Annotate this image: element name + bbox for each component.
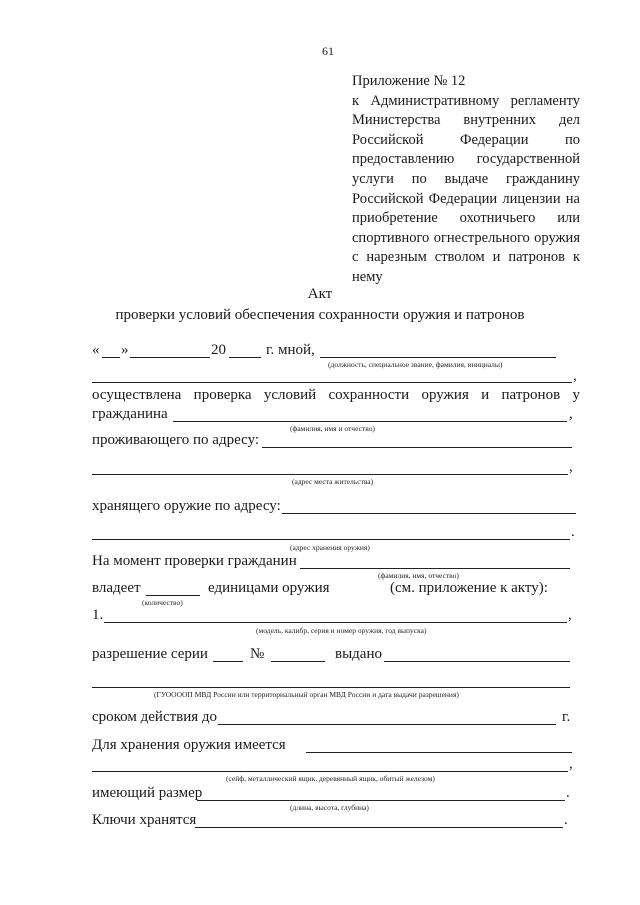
- year-prefix: 20: [211, 342, 226, 358]
- item-number: 1.: [92, 607, 104, 623]
- comma: ,: [569, 406, 573, 422]
- residence-field[interactable]: [262, 447, 572, 448]
- size-field[interactable]: [197, 800, 565, 801]
- storage-label: хранящего оружие по адресу:: [92, 498, 281, 514]
- quantity-field[interactable]: [146, 595, 200, 596]
- moment-name-caption: (фамилия, имя, отчество): [378, 571, 459, 580]
- by-me-label: г. мной,: [266, 342, 315, 358]
- safe-caption: (сейф, металлический ящик, деревянный ящик, обитый железом): [226, 774, 435, 783]
- issuer-caption: (ГУООООП МВД России или территориальный орган МВД России и дата выдачи разрешения): [154, 690, 459, 699]
- date-day-field[interactable]: [102, 357, 120, 358]
- permit-series-label: разрешение серии: [92, 646, 208, 662]
- residence-label: проживающего по адресу:: [92, 432, 260, 448]
- check-statement: осуществлена проверка условий сохранности оружия и патронов у: [92, 387, 580, 403]
- comma: ,: [569, 756, 573, 772]
- residence-field-continued[interactable]: [92, 474, 568, 475]
- issued-by-field[interactable]: [384, 661, 570, 662]
- quantity-caption: (количество): [142, 598, 183, 607]
- citizen-label: гражданина: [92, 406, 168, 422]
- storage-caption: (адрес хранения оружия): [290, 543, 370, 552]
- page-number: 61: [322, 44, 334, 58]
- storage-field-continued[interactable]: [92, 539, 570, 540]
- appendix-text: к Административному регламенту Министерства внутренних дел Российской Федерации по предоставлению государственной услуги по выдаче гражданину Российской Федерации лицензии на приобретение охотничьего или спортивного огнестрельного оружия с нарезным стволом и патронов к нему: [352, 92, 580, 285]
- period: .: [571, 524, 575, 540]
- official-field[interactable]: [320, 357, 556, 358]
- weapon-model-caption: (модель, калибр, серия и номер оружия, год выпуска): [256, 626, 427, 635]
- period: .: [566, 785, 570, 801]
- comma: ,: [568, 607, 572, 623]
- issuer-field[interactable]: [92, 687, 570, 688]
- official-field-continued[interactable]: [92, 382, 572, 383]
- units-label: единицами оружия: [208, 580, 330, 596]
- owns-label: владеет: [92, 580, 141, 596]
- comma: ,: [573, 368, 577, 384]
- dimensions-caption: (длина, высота, глубина): [290, 803, 369, 812]
- storage-means-field[interactable]: [306, 752, 572, 753]
- act-subtitle: проверки условий обеспечения сохранности оружия и патронов: [115, 307, 525, 323]
- appendix-title: Приложение № 12: [352, 73, 466, 89]
- valid-until-field[interactable]: [218, 724, 556, 725]
- keys-field[interactable]: [195, 827, 563, 828]
- official-caption: (должность, специальное звание, фамилия, инициалы): [328, 360, 503, 369]
- moment-name-field[interactable]: [300, 568, 570, 569]
- moment-label: На момент проверки гражданин: [92, 553, 297, 569]
- date-open-quote: «: [92, 342, 100, 358]
- permit-series-field[interactable]: [213, 661, 243, 662]
- see-appendix-label: (см. приложение к акту):: [390, 580, 548, 596]
- size-label: имеющий размер: [92, 785, 203, 801]
- period: .: [564, 812, 568, 828]
- storage-means-field-continued[interactable]: [92, 771, 568, 772]
- year-suffix: г.: [562, 709, 571, 725]
- date-close-quote: »: [121, 342, 129, 358]
- weapon-model-field[interactable]: [104, 622, 567, 623]
- number-sign: №: [250, 646, 265, 662]
- keys-label: Ключи хранятся: [92, 812, 197, 828]
- residence-caption: (адрес места жительства): [292, 477, 374, 486]
- permit-number-field[interactable]: [271, 661, 325, 662]
- citizen-name-caption: (фамилия, имя и отчество): [290, 424, 375, 433]
- act-title: Акт: [307, 286, 333, 302]
- issued-label: выдано: [335, 646, 382, 662]
- comma: ,: [569, 459, 573, 475]
- appendix-block: [352, 72, 580, 288]
- date-year-field[interactable]: [229, 357, 261, 358]
- citizen-name-field[interactable]: [173, 421, 567, 422]
- valid-until-label: сроком действия до: [92, 709, 218, 725]
- date-month-field[interactable]: [130, 357, 210, 358]
- storage-means-label: Для хранения оружия имеется: [92, 737, 286, 753]
- storage-field[interactable]: [282, 513, 576, 514]
